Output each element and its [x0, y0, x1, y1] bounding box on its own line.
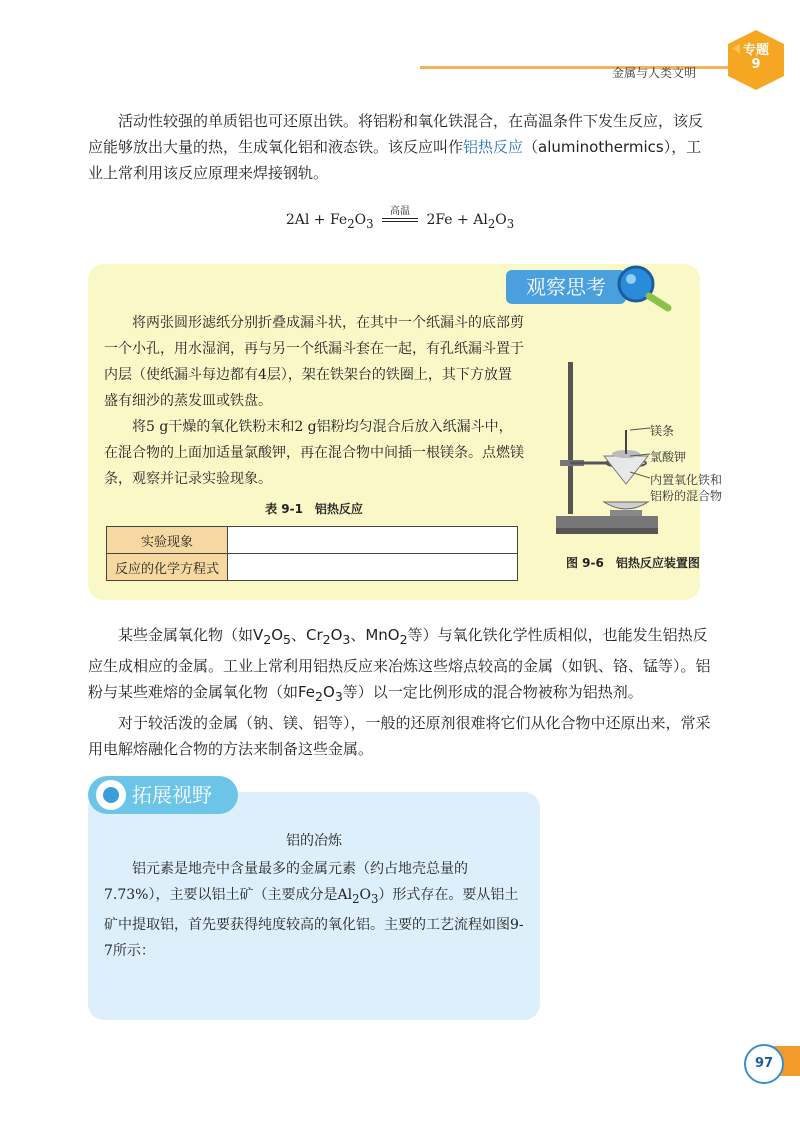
magnifier-icon	[614, 262, 674, 312]
label-leader-lines	[630, 420, 650, 490]
observe-instructions: 将两张圆形滤纸分别折叠成漏斗状，在其中一个纸漏斗的底部剪一个小孔，用水湿润，再与另一个纸漏斗套在一起，有孔纸漏斗置于内层（使纸漏斗每边都有4层），架在铁架台的铁圈上，其下方放置盛有细沙的蒸发皿或铁盘。 将5 g干燥的氧化铁粉末和2 g铝粉均匀混合后放入纸漏斗中，在混合物的上面加适量氯酸钾，再在混合物中间插一根镁条。点燃镁条，观察并记录实验现象。	[104, 315, 524, 487]
page-number: 97	[744, 1044, 784, 1084]
reaction-condition: 高温	[390, 206, 410, 217]
extend-paragraph: 铝元素是地壳中含量最多的金属元素（约占地壳总量的7.73%），主要以铝土矿（主要成分是$Al_2O_3$）形式存在。要从铝土矿中提取铝，首先要获得纯度较高的氧化铝。主要的工艺流程如图9-7所示：	[104, 861, 524, 959]
row-value-equation	[228, 554, 518, 581]
label-magnesium-strip: 镁条	[650, 424, 675, 438]
label-mixture-line1: 内置氧化铁和	[650, 473, 723, 487]
metal-oxides-paragraph: 某些金属氧化物（如$V_2O_5$、$Cr_2O_3$、MnO$_2$等）与氧化铁化学性质相似，也能发生铝热反应生成相应的金属。工业上常利用铝热反应来冶炼这些熔点较高的金属（如钒、铬、锰等）。铝粉与某些难熔的金属氧化物（如$Fe_2O_3$等）以一定比例形成的混合物被称为铝热剂。 对于较活泼的金属（钠、镁、铝等），一般的还原剂很难将它们从化合物中还原出来，常采用电解熔融化合物的方法来制备这些金属。	[88, 622, 712, 762]
intro-paragraph: 活动性较强的单质铝也可还原出铁。将铝粉和氧化铁混合，在高温条件下发生反应，该反应能够放出大量的热，生成氧化铝和液态铁。该反应叫作铝热反应（aluminothermics），工业上常利用该反应原理来焊接钢轨。	[88, 112, 704, 182]
observe-think-tab: 观察思考	[506, 270, 626, 304]
table-row	[107, 527, 518, 554]
eye-icon	[96, 780, 126, 810]
row-value-phenomenon	[228, 527, 518, 554]
extend-tab: 拓展视野	[88, 776, 238, 814]
row-label-equation: 反应的化学方程式	[107, 554, 228, 581]
label-mixture-line2: 铝粉的混合物	[650, 489, 723, 503]
electrolysis-paragraph: 对于较活泼的金属（钠、镁、铝等），一般的还原剂很难将它们从化合物中还原出来，常采用电解熔融化合物的方法来制备这些金属。	[88, 714, 711, 758]
table-caption: 表 9-1 铝热反应	[265, 502, 363, 516]
reaction-record-table	[106, 526, 518, 581]
term-aluminothermics: 铝热反应	[463, 138, 524, 156]
chemical-equation: $2Al + Fe_2O_3$ 高温 $2Fe + Al_2O_3$	[0, 212, 800, 231]
section-title: 金属与人类文明	[612, 66, 697, 80]
label-potassium-chlorate: 氯酸钾	[650, 450, 687, 464]
figure-caption: 图 9-6 铝热反应装置图	[566, 556, 700, 570]
badge-number: 9	[751, 57, 761, 72]
row-label-phenomenon: 实验现象	[107, 527, 228, 554]
extend-title: 铝的冶炼	[286, 833, 342, 849]
table-row	[107, 554, 518, 581]
badge-label: 专题	[742, 43, 769, 58]
